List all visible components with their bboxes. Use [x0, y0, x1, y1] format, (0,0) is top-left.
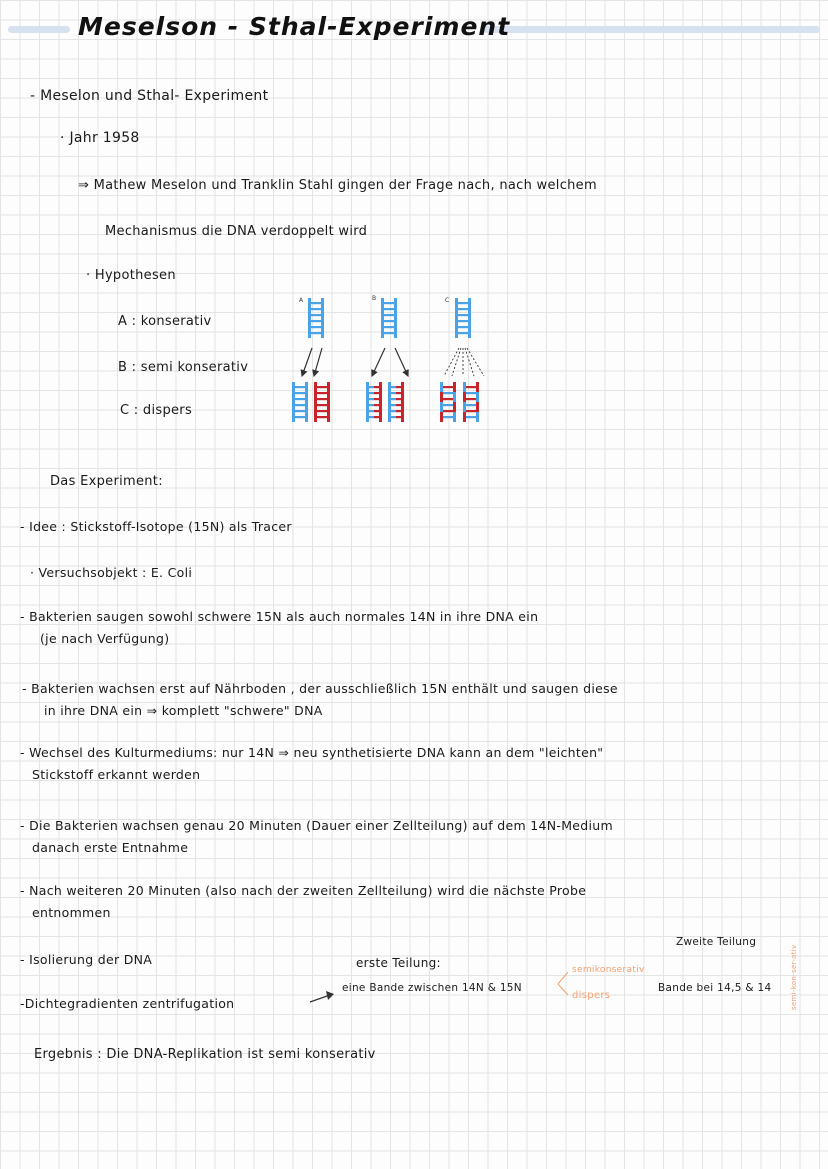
result-statement: Ergebnis : Die DNA-Replikation ist semi konserativ: [34, 1047, 376, 1062]
first-division-branch-arrows: [556, 968, 572, 998]
bullet-5-line2: entnommen: [32, 905, 111, 920]
bullet-4-line1: - Die Bakterien wachsen genau 20 Minuten (Dauer einer Zellteilung) auf dem 14N-Medium: [20, 818, 613, 833]
bullet-3-line1: - Wechsel des Kulturmediums: nur 14N ⇒ neu synthetisierte DNA kann an dem "leichten": [20, 745, 604, 760]
daughter-a-old: [292, 382, 308, 422]
first-division-dispers-annotation: dispers: [572, 990, 611, 1001]
first-division-heading: erste Teilung:: [356, 956, 441, 970]
bullet-2-line1: - Bakterien wachsen erst auf Nährboden , der ausschließlich 15N enthält und saugen diese: [22, 681, 618, 696]
centrifugation-step: -Dichtegradienten zentrifugation: [20, 996, 235, 1011]
bullet-4-line2: danach erste Entnahme: [32, 840, 189, 855]
bullet-1-line2: (je nach Verfügung): [40, 631, 170, 646]
bullet-3-line2: Stickstoff erkannt werden: [32, 767, 201, 782]
daughter-a-new: [314, 382, 330, 422]
bullet-1-line1: - Bakterien saugen sowohl schwere 15N als auch normales 14N in ihre DNA ein: [20, 609, 539, 624]
hypothesis-a: A : konserativ: [118, 314, 212, 329]
daughter-c-1: [440, 382, 456, 422]
page-title: Meselson - Sthal-Experiment: [78, 12, 511, 41]
intro-year: · Jahr 1958: [60, 130, 140, 146]
parent-dna-b: [381, 298, 397, 338]
daughter-b-1: [366, 382, 382, 422]
arrow-b-left: [372, 348, 385, 376]
arrows-c-dispersive: [444, 348, 484, 376]
replication-diagram: [282, 290, 512, 440]
isolation-step: - Isolierung der DNA: [20, 952, 153, 967]
intro-heading: - Meselon und Sthal- Experiment: [30, 88, 269, 104]
centrifugation-arrow: [308, 990, 338, 1006]
first-division-semi-annotation: semikonserativ: [572, 965, 645, 975]
bullet-5-line1: - Nach weiteren 20 Minuten (also nach der zweiten Zellteilung) wird die nächste Probe: [20, 883, 587, 898]
title-highlight-right: [482, 26, 820, 33]
second-division-heading: Zweite Teilung: [676, 936, 757, 948]
intro-question-line1: ⇒ Mathew Meselon und Tranklin Stahl gingen der Frage nach, nach welchem: [78, 178, 597, 193]
diagram-label-c: C: [445, 297, 450, 304]
second-division-text: Bande bei 14,5 & 14: [658, 982, 772, 994]
parent-dna-a: [308, 298, 324, 338]
experiment-idea: - Idee : Stickstoff-Isotope (15N) als Tracer: [20, 519, 292, 534]
hypotheses-heading: · Hypothesen: [86, 268, 176, 283]
daughter-c-2: [463, 382, 479, 422]
arrow-a-left: [302, 348, 312, 376]
parent-dna-c: [455, 298, 471, 338]
first-division-text: eine Bande zwischen 14N & 15N: [342, 982, 522, 994]
side-note-annotation: semi-kon-ser-ativ: [790, 944, 798, 1010]
hypothesis-b: B : semi konserativ: [118, 360, 249, 375]
experiment-heading: Das Experiment:: [50, 474, 163, 489]
daughter-b-2: [388, 382, 404, 422]
diagram-label-a: A: [299, 297, 304, 304]
bullet-2-line2: in ihre DNA ein ⇒ komplett "schwere" DNA: [44, 703, 323, 718]
diagram-label-b: B: [372, 295, 377, 302]
title-highlight-left: [8, 26, 70, 33]
arrow-b-right: [395, 348, 408, 376]
intro-question-line2: Mechanismus die DNA verdoppelt wird: [105, 224, 368, 239]
hypothesis-c: C : dispers: [120, 403, 193, 418]
experiment-subject: · Versuchsobjekt : E. Coli: [30, 565, 193, 580]
arrow-a-right: [314, 348, 322, 376]
